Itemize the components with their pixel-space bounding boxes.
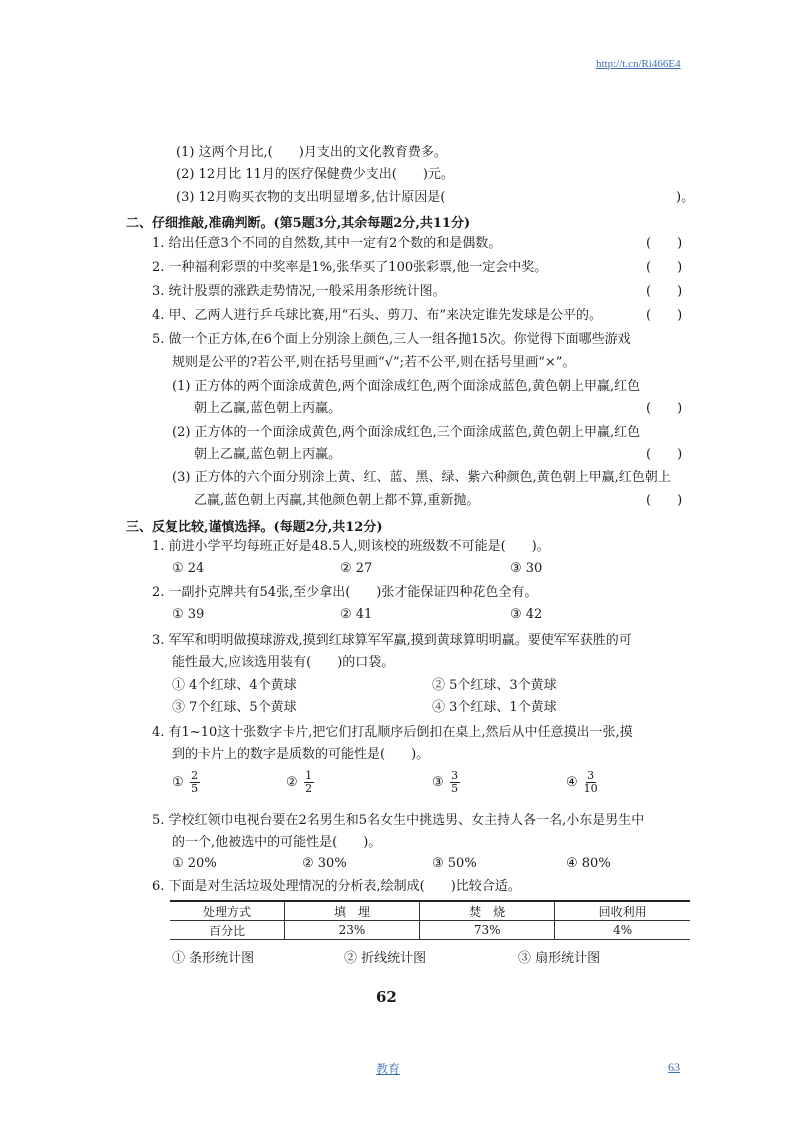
fraction-denominator: 5: [191, 782, 199, 795]
fraction-denominator: 10: [583, 782, 598, 795]
choice-option: ④ 80%: [566, 856, 611, 871]
choice-option: ② 5个红球、3个黄球: [432, 678, 557, 693]
fraction-denominator: 5: [451, 782, 459, 795]
fraction-option: ③ $\frac{3}{5}$: [432, 769, 459, 795]
table-cell: 4%: [555, 921, 690, 940]
choice-option: ④ 3个红球、1个黄球: [432, 700, 557, 715]
table-header-row: [170, 901, 690, 921]
choice-question: 1. 前进小学平均每班正好是48.5人,则该校的班级数不可能是( )。: [152, 539, 550, 554]
page-number: 62: [376, 988, 397, 1006]
choice-question: 4. 有1~10这十张数字卡片,把它们打乱顺序后倒扣在桌上,然后从中任意摸出一张,摸: [152, 725, 633, 740]
choice-question: 能性最大,应该选用装有( )的口袋。: [172, 655, 395, 670]
waste-table: [170, 900, 690, 940]
answer-paren: ( ): [646, 284, 683, 299]
choice-option: ② 41: [340, 607, 373, 622]
fraction-numerator: 3: [587, 769, 595, 782]
choice-option: ① 24: [172, 561, 205, 576]
choice-option: ② 27: [340, 561, 373, 576]
fraction-denominator: 2: [305, 782, 313, 795]
answer-paren: ( ): [646, 260, 683, 275]
choice-option: ① 4个红球、4个黄球: [172, 678, 297, 693]
answer-paren: ( ): [646, 493, 683, 508]
judge-sub-item: (2) 正方体的一个面涂成黄色,两个面涂成红色,三个面涂成蓝色,黄色朝上甲赢,红色: [172, 425, 641, 440]
fraction-numerator: 1: [305, 769, 313, 782]
fraction-numerator: 2: [191, 769, 199, 782]
choice-option: ③ 42: [510, 607, 543, 622]
judge-item: 2. 一种福利彩票的中奖率是1%,张华买了100张彩票,他一定会中奖。: [152, 260, 548, 275]
choice-question: 2. 一副扑克牌共有54张,至少拿出( )张才能保证四种花色全有。: [152, 585, 538, 600]
judge-sub-item: (3) 正方体的六个面分别涂上黄、红、蓝、黑、绿、紫六种颜色,黄色朝上甲赢,红色朝上: [172, 470, 671, 485]
choice-option: ③ 扇形统计图: [518, 951, 601, 966]
judge-sub-item: (1) 正方体的两个面涂成黄色,两个面涂成红色,两个面涂成蓝色,黄色朝上甲赢,红色: [172, 379, 641, 394]
judge-item: 规则是公平的?若公平,则在括号里画“√”;若不公平,则在括号里画“×”。: [172, 355, 576, 370]
source-link[interactable]: http://t.cn/Ri466E4: [596, 58, 681, 70]
judge-sub-item: 乙赢,蓝色朝上丙赢,其他颜色朝上都不算,重新抛。: [194, 493, 480, 508]
choice-option: ① 39: [172, 607, 205, 622]
section-title: 二、仔细推敲,准确判断。(第5题3分,其余每题2分,共11分): [126, 216, 471, 231]
question-line: (1) 这两个月比,( )月支出的文化教育费多。: [176, 145, 447, 160]
judge-sub-item: 朝上乙赢,蓝色朝上丙赢。: [194, 447, 342, 462]
table-row: [170, 921, 690, 940]
footer-page-link[interactable]: 63: [668, 1060, 680, 1074]
choice-option: ③ 30: [510, 561, 543, 576]
choice-question: 5. 学校红领巾电视台要在2名男生和5名女生中挑选男、女主持人各一名,小东是男生中: [152, 813, 645, 828]
answer-paren: ( ): [646, 447, 683, 462]
fraction-option: ① $\frac{2}{5}$: [172, 769, 199, 795]
judge-item: 3. 统计股票的涨跌走势情况,一般采用条形统计图。: [152, 284, 446, 299]
table-cell: 23%: [284, 921, 419, 940]
footer-link[interactable]: 教育: [376, 1062, 401, 1076]
choice-question: 3. 军军和明明做摸球游戏,摸到红球算军军赢,摸到黄球算明明赢。要使军军获胜的可: [152, 633, 632, 648]
choice-question: 到的卡片上的数字是质数的可能性是( )。: [172, 747, 430, 762]
table-cell: 处理方式: [170, 901, 284, 921]
choice-option: ② 30%: [302, 856, 347, 871]
answer-paren: ( ): [646, 236, 683, 251]
choice-option: ③ 7个红球、5个黄球: [172, 700, 297, 715]
table-cell: 填 埋: [284, 901, 419, 921]
table-cell: 焚 烧: [420, 901, 555, 921]
table-cell: 73%: [420, 921, 555, 940]
judge-item: 1. 给出任意3个不同的自然数,其中一定有2个数的和是偶数。: [152, 236, 502, 251]
choice-question: 的一个,他被选中的可能性是( )。: [172, 835, 382, 850]
fraction-option: ④ $\frac{3}{10}$: [566, 769, 598, 795]
judge-item: 5. 做一个正方体,在6个面上分别涂上颜色,三人一组各抛15次。你觉得下面哪些游戏: [152, 332, 631, 347]
choice-question: 6. 下面是对生活垃圾处理情况的分析表,绘制成( )比较合适。: [152, 879, 521, 894]
question-line: (2) 12月比 11月的医疗保健费少支出( )元。: [176, 167, 454, 182]
fraction-numerator: 3: [451, 769, 459, 782]
judge-item: 4. 甲、乙两人进行乒乓球比赛,用“石头、剪刀、布”来决定谁先发球是公平的。: [152, 308, 602, 323]
answer-blank: )。: [676, 190, 695, 205]
section-title: 三、反复比较,谨慎选择。(每题2分,共12分): [126, 520, 383, 535]
table-cell: 回收利用: [555, 901, 690, 921]
choice-option: ① 条形统计图: [172, 951, 255, 966]
choice-option: ① 20%: [172, 856, 217, 871]
fraction-option: ② $\frac{1}{2}$: [286, 769, 313, 795]
answer-paren: ( ): [646, 308, 683, 323]
judge-sub-item: 朝上乙赢,蓝色朝上丙赢。: [194, 401, 342, 416]
question-line: (3) 12月购买衣物的支出明显增多,估计原因是(: [176, 190, 446, 205]
answer-paren: ( ): [646, 401, 683, 416]
table-cell: 百分比: [170, 921, 284, 940]
choice-option: ② 折线统计图: [344, 951, 427, 966]
choice-option: ③ 50%: [432, 856, 477, 871]
